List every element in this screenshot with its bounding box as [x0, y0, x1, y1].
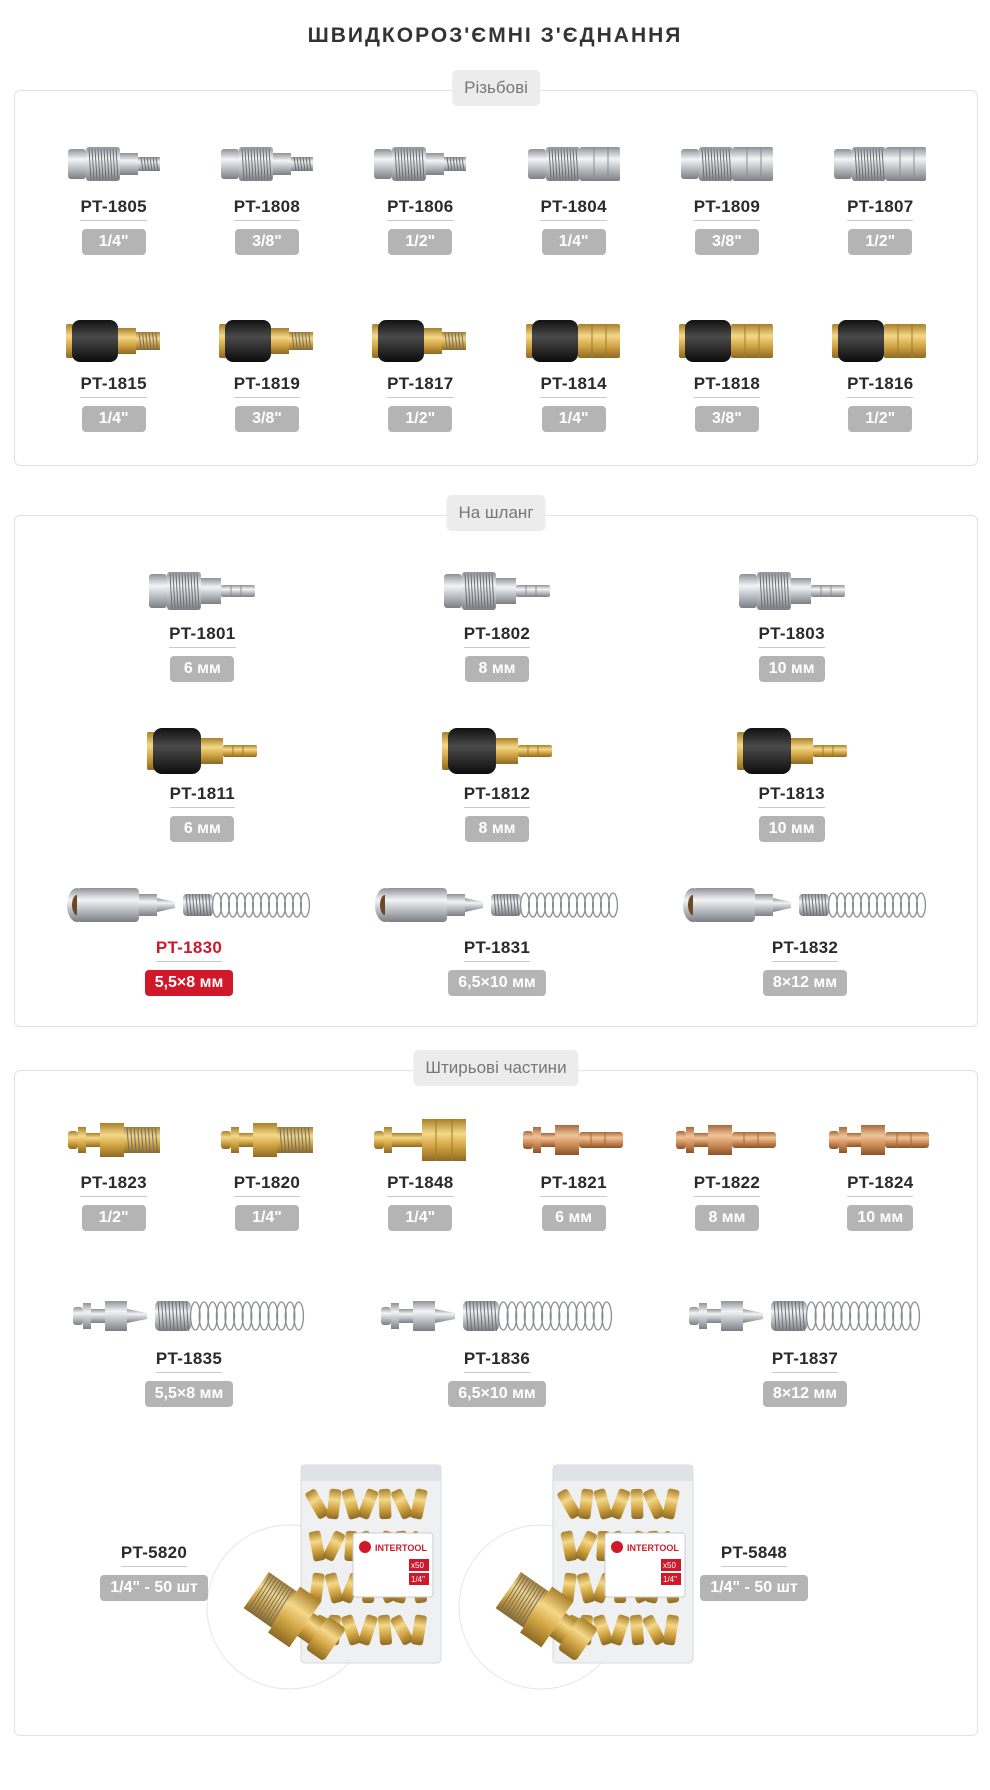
product-code[interactable]: PT-1831	[464, 938, 530, 962]
coupler-spring-hose-icon	[371, 876, 623, 934]
size-badge: 10 мм	[759, 656, 825, 682]
size-badge: 5,5×8 мм	[145, 1381, 234, 1407]
product-card-pt-1821[interactable]	[499, 1111, 649, 1231]
product-code[interactable]: PT-1820	[234, 1173, 300, 1197]
product-card-pt-1824[interactable]	[805, 1111, 955, 1231]
product-code[interactable]: PT-1832	[772, 938, 838, 962]
chrome-coupler-male-thread-icon	[215, 135, 319, 193]
product-code[interactable]: PT-1806	[387, 197, 453, 221]
plugs-packs	[15, 1463, 979, 1713]
brass-plug-male-icon	[215, 1111, 319, 1169]
product-code[interactable]: PT-1805	[80, 197, 146, 221]
size-badge: 6,5×10 мм	[448, 1381, 546, 1407]
product-code[interactable]: PT-1811	[170, 784, 235, 808]
size-badge: 6 мм	[170, 816, 234, 842]
product-card-pt-1815[interactable]	[39, 312, 189, 432]
size-badge: 3/8"	[235, 229, 299, 255]
size-badge: 8 мм	[465, 816, 529, 842]
product-code[interactable]: PT-1821	[540, 1173, 606, 1197]
product-code[interactable]: PT-1813	[758, 784, 824, 808]
black-brass-coupler-barb-icon	[438, 722, 556, 780]
chrome-coupler-male-thread-icon	[62, 135, 166, 193]
product-code[interactable]: PT-1803	[758, 624, 824, 648]
product-card-pt-1818[interactable]	[652, 312, 802, 432]
product-card-pt-1814[interactable]	[499, 312, 649, 432]
copper-plug-barb-icon	[825, 1111, 935, 1169]
brass-plug-male-icon	[62, 1111, 166, 1169]
product-card-pt-1817[interactable]	[345, 312, 495, 432]
product-card-pt-1819[interactable]	[192, 312, 342, 432]
product-card-pt-1806[interactable]	[345, 135, 495, 255]
product-code[interactable]: PT-1804	[540, 197, 606, 221]
chrome-coupler-female-thread-icon	[522, 135, 626, 193]
chrome-coupler-female-thread-icon	[675, 135, 779, 193]
product-code[interactable]: PT-1818	[694, 374, 760, 398]
product-card-pt-1816[interactable]	[805, 312, 955, 432]
product-card-pt-5820[interactable]	[79, 1539, 229, 1601]
page-title: ШВИДКОРОЗ'ЄМНІ З'ЄДНАННЯ	[307, 24, 683, 47]
section-label-threaded: Різьбові	[452, 70, 540, 106]
section-plugs	[14, 1058, 978, 1736]
product-card-pt-1837[interactable]	[730, 1287, 880, 1407]
hose-row-2	[55, 722, 939, 842]
size-badge: 6,5×10 мм	[448, 970, 546, 996]
size-badge: 8 мм	[465, 656, 529, 682]
product-code[interactable]: PT-1830	[156, 938, 222, 962]
product-code[interactable]: PT-1848	[387, 1173, 453, 1197]
svg-text:INTERTOOL: INTERTOOL	[627, 1543, 679, 1553]
product-card-pt-1836[interactable]	[422, 1287, 572, 1407]
product-card-pt-1801[interactable]	[127, 562, 277, 682]
product-code[interactable]: PT-1817	[387, 374, 453, 398]
product-code[interactable]: PT-1835	[156, 1349, 222, 1373]
product-card-pt-1805[interactable]	[39, 135, 189, 255]
plug-spring-hose-icon	[67, 1287, 311, 1345]
product-code[interactable]: PT-1824	[847, 1173, 913, 1197]
product-card-pt-1811[interactable]	[127, 722, 277, 842]
size-badge: 10 мм	[847, 1205, 913, 1231]
section-label-plugs: Штирьові частини	[413, 1050, 578, 1086]
size-badge: 8 мм	[695, 1205, 759, 1231]
product-code[interactable]: PT-1819	[234, 374, 300, 398]
size-badge: 3/8"	[695, 229, 759, 255]
product-code[interactable]: PT-1816	[847, 374, 913, 398]
product-card-pt-1813[interactable]	[717, 722, 867, 842]
threaded-row-2	[37, 312, 957, 432]
size-badge: 1/4" - 50 шт	[100, 1575, 207, 1601]
plug-pack-bag-icon	[455, 1463, 705, 1693]
product-card-pt-1820[interactable]	[192, 1111, 342, 1231]
svg-text:1/4": 1/4"	[663, 1575, 677, 1584]
size-badge: 1/2"	[848, 229, 912, 255]
product-card-pt-1823[interactable]	[39, 1111, 189, 1231]
product-card-pt-1809[interactable]	[652, 135, 802, 255]
product-code[interactable]: PT-1814	[540, 374, 606, 398]
product-code[interactable]: PT-1822	[694, 1173, 760, 1197]
product-card-pt-1803[interactable]	[717, 562, 867, 682]
black-brass-coupler-male-icon	[62, 312, 166, 370]
product-card-pt-1835[interactable]	[114, 1287, 264, 1407]
product-code[interactable]: PT-1837	[772, 1349, 838, 1373]
product-card-pt-1808[interactable]	[192, 135, 342, 255]
plug-spring-hose-icon	[375, 1287, 619, 1345]
size-badge: 6 мм	[542, 1205, 606, 1231]
coupler-spring-hose-icon	[63, 876, 315, 934]
svg-text:x50: x50	[663, 1561, 676, 1570]
black-brass-coupler-male-icon	[368, 312, 472, 370]
size-badge: 1/4"	[235, 1205, 299, 1231]
size-badge: 5,5×8 мм	[145, 970, 234, 996]
size-badge: 1/4"	[82, 229, 146, 255]
product-card-pt-5848[interactable]	[679, 1539, 829, 1601]
product-code[interactable]: PT-1823	[80, 1173, 146, 1197]
section-hose	[14, 503, 978, 1027]
product-code[interactable]: PT-5848	[721, 1543, 787, 1567]
size-badge: 1/4" - 50 шт	[700, 1575, 807, 1601]
svg-text:INTERTOOL: INTERTOOL	[375, 1543, 427, 1553]
size-badge: 3/8"	[235, 406, 299, 432]
black-brass-coupler-female-icon	[828, 312, 932, 370]
hose-row-1	[55, 562, 939, 682]
product-code[interactable]: PT-1801	[169, 624, 235, 648]
size-badge: 1/4"	[82, 406, 146, 432]
product-card-pt-1807[interactable]	[805, 135, 955, 255]
size-badge: 1/4"	[542, 229, 606, 255]
product-code[interactable]: PT-1812	[464, 784, 530, 808]
threaded-row-1	[37, 135, 957, 255]
size-badge: 10 мм	[759, 816, 825, 842]
copper-plug-barb-icon	[519, 1111, 629, 1169]
size-badge: 1/2"	[388, 229, 452, 255]
size-badge: 1/4"	[542, 406, 606, 432]
size-badge: 1/2"	[848, 406, 912, 432]
size-badge: 1/4"	[388, 1205, 452, 1231]
section-threaded	[14, 78, 978, 466]
size-badge: 1/2"	[388, 406, 452, 432]
product-card-pt-1802[interactable]	[422, 562, 572, 682]
product-card-pt-1812[interactable]	[422, 722, 572, 842]
product-code[interactable]: PT-1809	[694, 197, 760, 221]
chrome-coupler-hose-barb-icon	[143, 562, 261, 620]
product-card-pt-1804[interactable]	[499, 135, 649, 255]
product-card-pt-1832[interactable]	[730, 876, 880, 996]
plugs-row-1	[37, 1111, 957, 1231]
chrome-coupler-hose-barb-icon	[438, 562, 556, 620]
product-code[interactable]: PT-1802	[464, 624, 530, 648]
black-brass-coupler-female-icon	[675, 312, 779, 370]
product-code[interactable]: PT-1815	[80, 374, 146, 398]
product-code[interactable]: PT-5820	[121, 1543, 187, 1567]
product-code[interactable]: PT-1807	[847, 197, 913, 221]
black-brass-coupler-barb-icon	[733, 722, 851, 780]
chrome-coupler-hose-barb-icon	[733, 562, 851, 620]
plug-spring-hose-icon	[683, 1287, 927, 1345]
product-code[interactable]: PT-1808	[234, 197, 300, 221]
product-card-pt-1848[interactable]	[345, 1111, 495, 1231]
black-brass-coupler-barb-icon	[143, 722, 261, 780]
size-badge: 6 мм	[170, 656, 234, 682]
section-label-hose: На шланг	[446, 495, 545, 531]
black-brass-coupler-female-icon	[522, 312, 626, 370]
product-card-pt-1830[interactable]	[114, 876, 264, 996]
chrome-coupler-male-thread-icon	[368, 135, 472, 193]
product-card-pt-1831[interactable]	[422, 876, 572, 996]
coupler-spring-hose-icon	[679, 876, 931, 934]
plug-pack-bag-icon	[203, 1463, 453, 1693]
size-badge: 8×12 мм	[763, 1381, 847, 1407]
chrome-coupler-female-thread-icon	[828, 135, 932, 193]
hose-row-3	[35, 876, 959, 996]
plugs-row-2	[35, 1287, 959, 1407]
size-badge: 8×12 мм	[763, 970, 847, 996]
product-code[interactable]: PT-1836	[464, 1349, 530, 1373]
svg-text:1/4": 1/4"	[411, 1575, 425, 1584]
size-badge: 3/8"	[695, 406, 759, 432]
product-card-pt-1822[interactable]	[652, 1111, 802, 1231]
copper-plug-barb-icon	[672, 1111, 782, 1169]
size-badge: 1/2"	[82, 1205, 146, 1231]
brass-plug-female-icon	[368, 1111, 472, 1169]
black-brass-coupler-male-icon	[215, 312, 319, 370]
svg-text:x50: x50	[411, 1561, 424, 1570]
